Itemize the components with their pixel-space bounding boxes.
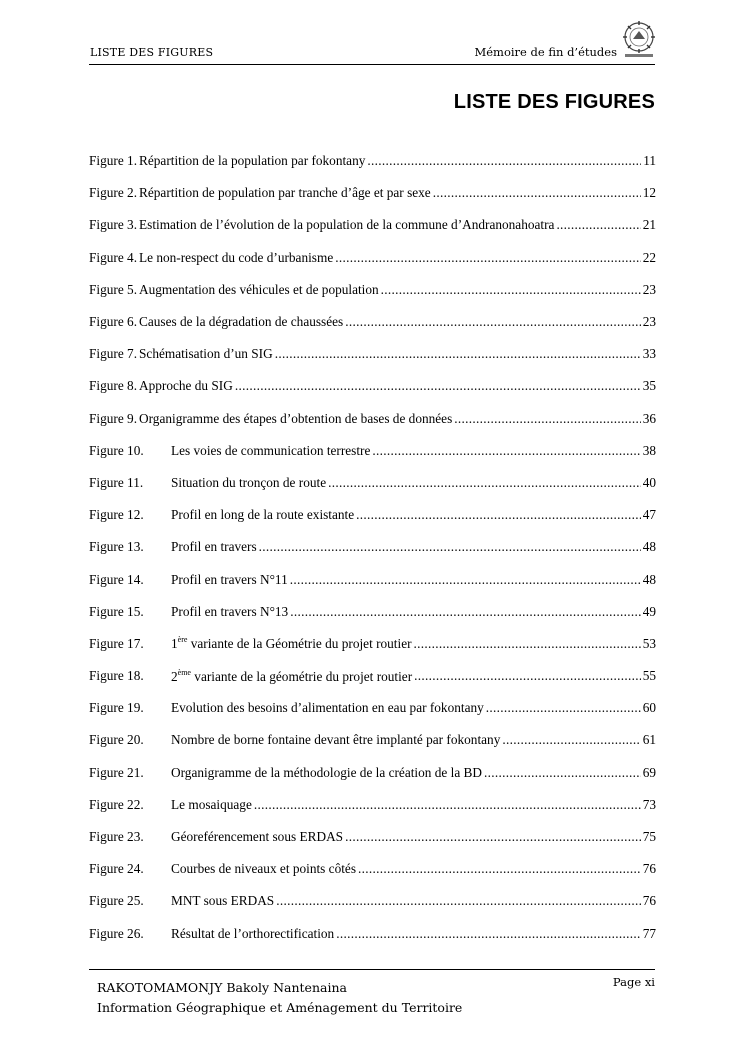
page-number: 47 bbox=[642, 507, 656, 523]
dot-leader bbox=[454, 411, 640, 427]
dot-leader bbox=[328, 475, 641, 491]
figure-label: Figure 8. bbox=[89, 378, 138, 394]
toc-entry[interactable] bbox=[89, 242, 656, 274]
figure-title: Profil en travers N°11 bbox=[171, 571, 288, 587]
figure-label: Figure 7. bbox=[89, 346, 138, 362]
page-number: 49 bbox=[642, 603, 656, 619]
figure-label: Figure 19. bbox=[89, 700, 144, 716]
dot-leader bbox=[235, 378, 641, 394]
variant-number: 1 bbox=[171, 636, 178, 652]
figure-label: Figure 18. bbox=[89, 668, 144, 684]
page-indicator: Page xi bbox=[612, 975, 655, 989]
figure-title: Causes de la dégradation de chaussées bbox=[139, 314, 344, 330]
figure-title-rest: variante de la Géométrie du projet routier bbox=[187, 636, 412, 652]
dot-leader bbox=[335, 250, 640, 266]
figure-label: Figure 20. bbox=[89, 732, 144, 748]
page-number: 23 bbox=[642, 281, 656, 297]
toc-entry[interactable] bbox=[89, 499, 656, 531]
figure-title: Le non-respect du code d’urbanisme bbox=[139, 249, 334, 265]
toc-entry[interactable] bbox=[89, 531, 656, 563]
toc-entry[interactable] bbox=[89, 435, 656, 467]
toc-entry[interactable] bbox=[89, 145, 656, 177]
toc-entry[interactable] bbox=[89, 563, 656, 595]
program-name: Information Géographique et Aménagement du Territoire bbox=[97, 1000, 463, 1015]
toc-entry[interactable] bbox=[89, 757, 656, 789]
header-document-type: Mémoire de fin d’études bbox=[474, 45, 617, 59]
toc-entry[interactable] bbox=[89, 596, 656, 628]
page-number: 21 bbox=[642, 217, 656, 233]
figure-title: Schématisation d’un SIG bbox=[139, 346, 273, 362]
dot-leader bbox=[484, 765, 641, 781]
toc-entry[interactable] bbox=[89, 628, 656, 660]
figure-list bbox=[89, 145, 656, 950]
figure-title: Approche du SIG bbox=[139, 378, 233, 394]
figure-title: Géoreférencement sous ERDAS bbox=[171, 829, 344, 845]
page-number: 53 bbox=[642, 635, 656, 651]
figure-title bbox=[171, 668, 412, 685]
dot-leader bbox=[358, 861, 641, 877]
figure-title: Nombre de borne fontaine devant être implanté par fokontany bbox=[171, 732, 501, 748]
dot-leader bbox=[275, 346, 641, 362]
figure-title bbox=[171, 635, 412, 652]
figure-title: Situation du tronçon de route bbox=[171, 474, 327, 490]
dot-leader bbox=[486, 700, 641, 716]
toc-entry[interactable] bbox=[89, 692, 656, 724]
figure-label: Figure 1. bbox=[89, 153, 138, 169]
figure-title: Le mosaiquage bbox=[171, 796, 252, 812]
page-number: 23 bbox=[642, 314, 656, 330]
dot-leader bbox=[367, 153, 641, 169]
figure-title: Profil en travers N°13 bbox=[171, 603, 289, 619]
page-number: 75 bbox=[642, 829, 656, 845]
figure-label: Figure 6. bbox=[89, 314, 138, 330]
page-number: 12 bbox=[642, 185, 656, 201]
figure-title: Augmentation des véhicules et de population bbox=[139, 281, 379, 297]
figure-label: Figure 15. bbox=[89, 603, 144, 619]
dot-leader bbox=[372, 443, 640, 459]
author-name: RAKOTOMAMONJY Bakoly Nantenaina bbox=[97, 980, 347, 995]
figure-title: Profil en long de la route existante bbox=[171, 507, 355, 523]
figure-title: Profil en travers bbox=[171, 539, 257, 555]
figure-title: Evolution des besoins d’alimentation en eau par fokontany bbox=[171, 700, 484, 716]
figure-label: Figure 12. bbox=[89, 507, 144, 523]
page-number: 36 bbox=[642, 410, 656, 426]
figure-label: Figure 11. bbox=[89, 474, 144, 490]
figure-title-rest: variante de la géométrie du projet routier bbox=[190, 668, 413, 684]
toc-entry[interactable] bbox=[89, 821, 656, 853]
toc-entry[interactable] bbox=[89, 724, 656, 756]
page-number: 61 bbox=[642, 732, 656, 748]
figure-title: Estimation de l’évolution de la population de la commune d’Andranonahoatra bbox=[139, 217, 555, 233]
figure-label: Figure 21. bbox=[89, 764, 144, 780]
page-number: 11 bbox=[643, 153, 656, 169]
figure-label: Figure 4. bbox=[89, 249, 138, 265]
figure-label: Figure 5. bbox=[89, 281, 138, 297]
page-number: 22 bbox=[642, 249, 656, 265]
dot-leader bbox=[502, 732, 640, 748]
page-header bbox=[89, 38, 655, 65]
toc-entry[interactable] bbox=[89, 274, 656, 306]
variant-number: 2 bbox=[171, 668, 178, 684]
figure-label: Figure 22. bbox=[89, 796, 144, 812]
page-number: 35 bbox=[642, 378, 656, 394]
figure-title: Répartition de population par tranche d’âge et par sexe bbox=[139, 185, 431, 201]
page-footer bbox=[89, 969, 655, 1015]
header-section-title: LISTE DES FIGURES bbox=[90, 46, 214, 59]
dot-leader bbox=[336, 926, 641, 942]
dot-leader bbox=[414, 668, 641, 684]
figure-label: Figure 2. bbox=[89, 185, 138, 201]
page-number: 38 bbox=[642, 442, 656, 458]
figure-label: Figure 13. bbox=[89, 539, 144, 555]
figure-title: Organigramme des étapes d’obtention de bases de données bbox=[139, 410, 453, 426]
figure-label: Figure 14. bbox=[89, 571, 144, 587]
dot-leader bbox=[345, 829, 641, 845]
toc-entry[interactable] bbox=[89, 177, 656, 209]
toc-entry[interactable] bbox=[89, 209, 656, 241]
dot-leader bbox=[381, 282, 641, 298]
dot-leader bbox=[290, 604, 640, 620]
figure-label: Figure 3. bbox=[89, 217, 138, 233]
figure-title: Répartition de la population par fokontany bbox=[139, 153, 366, 169]
toc-entry[interactable] bbox=[89, 403, 656, 435]
toc-entry[interactable] bbox=[89, 853, 656, 885]
ordinal-suffix: ère bbox=[177, 635, 188, 645]
page-number: 40 bbox=[642, 474, 656, 490]
toc-entry[interactable] bbox=[89, 789, 656, 821]
page-number: 33 bbox=[642, 346, 656, 362]
toc-entry[interactable] bbox=[89, 660, 656, 692]
dot-leader bbox=[290, 572, 641, 588]
page-number: 77 bbox=[642, 925, 656, 941]
page-number: 48 bbox=[642, 539, 656, 555]
page-number: 69 bbox=[642, 764, 656, 780]
figure-label: Figure 23. bbox=[89, 829, 144, 845]
figure-label: Figure 10. bbox=[89, 442, 144, 458]
page-number: 76 bbox=[642, 861, 656, 877]
figure-title: Les voies de communication terrestre bbox=[171, 442, 371, 458]
toc-entry[interactable] bbox=[89, 306, 656, 338]
dot-leader bbox=[433, 185, 641, 201]
toc-entry[interactable] bbox=[89, 885, 656, 917]
toc-entry[interactable] bbox=[89, 370, 656, 402]
page-number: 55 bbox=[642, 668, 656, 684]
figure-title: Courbes de niveaux et points côtés bbox=[171, 861, 357, 877]
page-number: 73 bbox=[642, 796, 656, 812]
toc-entry[interactable] bbox=[89, 467, 656, 499]
figure-label: Figure 24. bbox=[89, 861, 144, 877]
toc-entry[interactable] bbox=[89, 338, 656, 370]
dot-leader bbox=[345, 314, 641, 330]
page-number: 60 bbox=[642, 700, 656, 716]
toc-entry[interactable] bbox=[89, 918, 656, 950]
dot-leader bbox=[276, 893, 641, 909]
dot-leader bbox=[259, 539, 641, 555]
page-title: LISTE DES FIGURES bbox=[453, 91, 655, 113]
page-number: 48 bbox=[642, 571, 656, 587]
dot-leader bbox=[356, 507, 641, 523]
ordinal-suffix: ème bbox=[177, 667, 191, 677]
figure-label: Figure 25. bbox=[89, 893, 144, 909]
figure-title: Résultat de l’orthorectification bbox=[171, 925, 335, 941]
figure-label: Figure 26. bbox=[89, 925, 144, 941]
page-number: 76 bbox=[642, 893, 656, 909]
dot-leader bbox=[414, 636, 641, 652]
figure-label: Figure 9. bbox=[89, 410, 138, 426]
figure-title: Organigramme de la méthodologie de la création de la BD bbox=[171, 764, 483, 780]
figure-title: MNT sous ERDAS bbox=[171, 893, 275, 909]
dot-leader bbox=[556, 217, 640, 233]
dot-leader bbox=[254, 797, 641, 813]
figure-label: Figure 17. bbox=[89, 635, 144, 651]
school-logo-icon bbox=[617, 17, 661, 61]
